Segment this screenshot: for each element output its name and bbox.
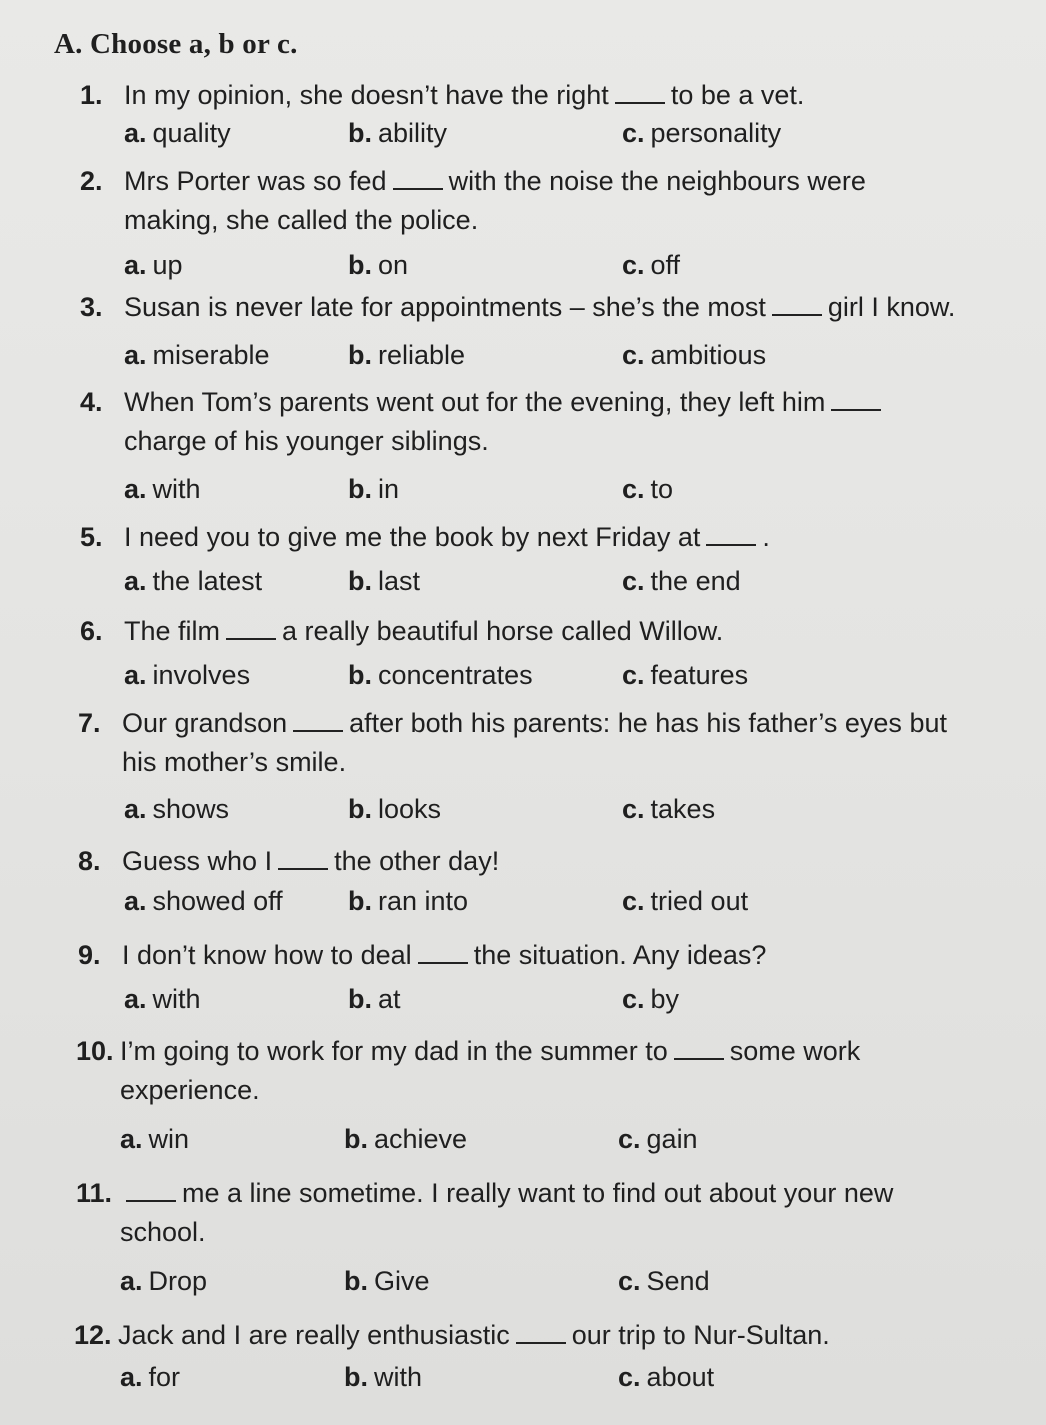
option-a <box>124 794 229 825</box>
option-b <box>348 660 533 691</box>
section-heading: A. Choose a, b or c. <box>54 28 298 60</box>
option-letter: b. <box>348 660 372 690</box>
option-a <box>124 984 201 1015</box>
question-stem <box>78 940 1038 971</box>
answer-blank <box>418 962 468 964</box>
option-text: last <box>378 566 421 596</box>
option-letter: a. <box>124 474 147 504</box>
option-b <box>348 566 420 597</box>
option-b <box>348 984 401 1015</box>
option-a <box>124 886 283 917</box>
option-text: shows <box>152 794 230 824</box>
option-letter: c. <box>622 984 645 1014</box>
option-letter: c. <box>622 340 645 370</box>
option-text: for <box>148 1362 181 1392</box>
option-text: with <box>152 474 201 504</box>
stem-text-before: I’m going to work for my dad in the summer to <box>120 1036 668 1066</box>
option-text: reliable <box>378 340 466 370</box>
option-text: the end <box>650 566 741 596</box>
option-text: ran into <box>378 886 469 916</box>
stem-text-after: a really beautiful horse called Willow. <box>282 616 724 646</box>
question-stem <box>80 166 1040 197</box>
option-text: quality <box>152 118 231 148</box>
stem-text-before: I need you to give me the book by next Friday at <box>124 522 701 552</box>
option-a <box>124 474 201 505</box>
option-letter: c. <box>618 1266 641 1296</box>
question-number: 9. <box>78 940 101 970</box>
option-letter: c. <box>622 794 645 824</box>
question-stem <box>80 292 1040 323</box>
option-letter: c. <box>622 886 645 916</box>
option-b <box>348 118 447 149</box>
question-number: 12. <box>74 1320 112 1350</box>
option-letter: a. <box>124 118 147 148</box>
option-letter: a. <box>124 984 147 1014</box>
question-number: 4. <box>80 387 103 417</box>
question-stem <box>80 80 1040 111</box>
option-letter: b. <box>348 984 372 1014</box>
stem-text-before: Jack and I are really enthusiastic <box>118 1320 510 1350</box>
option-letter: a. <box>124 660 147 690</box>
option-b <box>344 1362 422 1393</box>
option-c <box>622 566 741 597</box>
option-text: to <box>650 474 674 504</box>
question-2 <box>80 166 1040 236</box>
option-text: Send <box>646 1266 710 1296</box>
option-c <box>618 1266 710 1297</box>
question-stem <box>80 616 1040 647</box>
question-stem <box>76 1178 1036 1209</box>
stem-text-after: . <box>762 522 770 552</box>
option-letter: a. <box>120 1266 143 1296</box>
question-7 <box>78 708 1038 778</box>
option-letter: b. <box>348 474 372 504</box>
question-number: 5. <box>80 522 103 552</box>
answer-blank <box>706 544 756 546</box>
stem-text-after: some work <box>729 1036 861 1066</box>
option-letter: b. <box>348 886 372 916</box>
option-letter: a. <box>124 566 147 596</box>
option-text: off <box>650 250 681 280</box>
question-4 <box>80 387 1040 457</box>
option-c <box>622 340 766 371</box>
option-text: the latest <box>152 566 263 596</box>
question-number: 11. <box>76 1178 113 1208</box>
stem-text-before: In my opinion, she doesn’t have the right <box>124 80 609 110</box>
option-letter: a. <box>124 340 147 370</box>
answer-blank <box>831 409 881 411</box>
question-3 <box>80 292 1040 323</box>
option-letter: a. <box>120 1362 143 1392</box>
option-a <box>124 250 183 281</box>
option-c <box>622 886 748 917</box>
option-c <box>618 1124 698 1155</box>
answer-blank <box>393 188 443 190</box>
option-a <box>120 1362 180 1393</box>
answer-blank <box>772 314 822 316</box>
stem-continuation: school. <box>120 1217 206 1247</box>
question-6 <box>80 616 1040 647</box>
question-5 <box>80 522 1040 553</box>
option-letter: b. <box>348 118 372 148</box>
option-text: with <box>152 984 201 1014</box>
stem-text-before: Mrs Porter was so fed <box>124 166 387 196</box>
stem-text-before: Susan is never late for appointments – she’s the most <box>124 292 766 322</box>
option-letter: a. <box>124 794 147 824</box>
option-c <box>622 474 673 505</box>
question-10 <box>76 1036 1036 1106</box>
option-letter: b. <box>348 340 372 370</box>
option-c <box>622 984 679 1015</box>
question-stem <box>80 522 1040 553</box>
option-text: by <box>650 984 680 1014</box>
option-b <box>344 1124 467 1155</box>
option-b <box>348 340 465 371</box>
option-text: about <box>646 1362 715 1392</box>
answer-blank <box>293 730 343 732</box>
stem-text-before: I don’t know how to deal <box>122 940 412 970</box>
option-letter: a. <box>120 1124 143 1154</box>
option-b <box>348 886 468 917</box>
option-text: involves <box>152 660 251 690</box>
answer-blank <box>615 102 665 104</box>
stem-text-after: our trip to Nur-Sultan. <box>571 1320 830 1350</box>
option-text: on <box>378 250 409 280</box>
question-stem <box>76 1036 1036 1067</box>
option-text: concentrates <box>378 660 533 690</box>
option-text: looks <box>378 794 442 824</box>
option-text: ambitious <box>650 340 767 370</box>
option-text: gain <box>646 1124 698 1154</box>
option-text: showed off <box>152 886 283 916</box>
question-1 <box>80 80 1040 111</box>
option-letter: b. <box>348 250 372 280</box>
answer-blank <box>126 1200 176 1202</box>
stem-continuation: experience. <box>120 1075 260 1105</box>
question-12 <box>74 1320 1034 1351</box>
question-number: 7. <box>78 708 101 738</box>
option-letter: a. <box>124 250 147 280</box>
question-number: 8. <box>78 846 101 876</box>
stem-continuation: charge of his younger siblings. <box>124 426 489 456</box>
option-text: achieve <box>374 1124 468 1154</box>
option-b <box>348 794 441 825</box>
option-a <box>124 566 262 597</box>
stem-text-after: with the noise the neighbours were <box>448 166 866 196</box>
answer-blank <box>516 1342 566 1344</box>
option-a <box>124 340 270 371</box>
question-11 <box>76 1178 1036 1248</box>
option-text: win <box>148 1124 190 1154</box>
stem-text-after: the other day! <box>334 846 500 876</box>
option-a <box>124 118 231 149</box>
option-text: tried out <box>650 886 749 916</box>
stem-text-after: the situation. Any ideas? <box>473 940 767 970</box>
option-text: Drop <box>148 1266 208 1296</box>
option-text: with <box>374 1362 423 1392</box>
option-letter: b. <box>344 1266 368 1296</box>
option-text: at <box>378 984 401 1014</box>
question-8 <box>78 846 1038 877</box>
option-c <box>622 250 680 281</box>
option-letter: c. <box>618 1362 641 1392</box>
stem-text-after: girl I know. <box>827 292 956 322</box>
option-text: ability <box>378 118 448 148</box>
question-stem <box>80 387 1040 418</box>
option-a <box>120 1266 207 1297</box>
stem-text-before: Our grandson <box>122 708 288 738</box>
question-stem <box>78 708 1038 739</box>
option-c <box>622 794 715 825</box>
stem-text-after: after both his parents: he has his father’s eyes but <box>349 708 947 738</box>
option-letter: b. <box>344 1362 368 1392</box>
option-text: miserable <box>152 340 270 370</box>
option-text: up <box>152 250 183 280</box>
stem-text-after: me a line sometime. I really want to find out about your new <box>182 1178 894 1208</box>
option-c <box>618 1362 714 1393</box>
stem-text-before: The film <box>124 616 221 646</box>
option-letter: c. <box>622 660 645 690</box>
option-c <box>622 660 748 691</box>
option-b <box>344 1266 430 1297</box>
question-number: 10. <box>76 1036 114 1066</box>
option-text: Give <box>374 1266 430 1296</box>
question-stem <box>78 846 1038 877</box>
option-text: features <box>650 660 749 690</box>
option-letter: c. <box>622 474 645 504</box>
stem-text-after: to be a vet. <box>670 80 805 110</box>
question-number: 2. <box>80 166 103 196</box>
option-letter: b. <box>344 1124 368 1154</box>
option-letter: c. <box>622 566 645 596</box>
answer-blank <box>226 638 276 640</box>
question-number: 1. <box>80 80 103 110</box>
option-letter: c. <box>622 250 645 280</box>
option-letter: c. <box>618 1124 641 1154</box>
stem-continuation: his mother’s smile. <box>122 747 347 777</box>
option-text: personality <box>650 118 782 148</box>
option-letter: a. <box>124 886 147 916</box>
option-b <box>348 474 399 505</box>
option-letter: b. <box>348 794 372 824</box>
option-b <box>348 250 408 281</box>
option-a <box>120 1124 189 1155</box>
option-letter: c. <box>622 118 645 148</box>
stem-text-before: Guess who I <box>122 846 273 876</box>
answer-blank <box>674 1058 724 1060</box>
question-stem <box>74 1320 1034 1351</box>
option-text: takes <box>650 794 716 824</box>
question-9 <box>78 940 1038 971</box>
option-a <box>124 660 250 691</box>
question-number: 6. <box>80 616 103 646</box>
option-text: in <box>378 474 400 504</box>
question-number: 3. <box>80 292 103 322</box>
option-letter: b. <box>348 566 372 596</box>
stem-continuation: making, she called the police. <box>124 205 479 235</box>
answer-blank <box>278 868 328 870</box>
stem-text-before: When Tom’s parents went out for the evening, they left him <box>124 387 826 417</box>
option-c <box>622 118 781 149</box>
